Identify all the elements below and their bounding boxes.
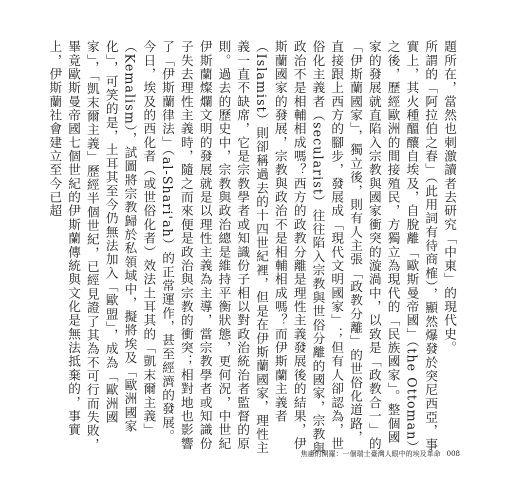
book-title: 焦慮的開羅：一個瑞士臺灣人眼中的埃及革命 — [300, 450, 441, 458]
paragraph: 題所在，當然也刺激讀者去研究「中東」的現代史。 — [442, 40, 457, 355]
running-footer — [240, 449, 460, 459]
paragraph: 所謂的「阿拉伯之春」（此用詞有待商榷），顯然爆發於突尼西亞，事實上，其火種醞釀自埃及，自脫離「歐斯曼帝國」（the Ottoman）之後，歷經歐洲的間接殖民，方獨立為現代的「民族國家」。整個國家的發展就直陷入宗教與國家衝突的漩渦中，以致是「政教合一」的「伊斯蘭國家」，獨立後，則有人主張「政教分離」的世俗化道路，直接跟上西方的腳步，發展成「現代文明國家」；但有人卻認為，世俗化主義者（secularist）往往陷入宗教與世俗分離的國家，宗教與政治不是相輔相成嗎？西方的政教分離是理性主義發展後的結果，伊斯蘭國家的發展，宗教與政治不是相輔相成嗎？而伊斯蘭主義者（Islamist）則卻稱過去的十四世紀裡，但是在伊斯蘭國家，理性主義一直不缺席，它是宗教學者或知識份子相以對政治統治者監督的原則。過去的歷史中，宗教與政治總是維持平衡狀態，更何況，中世紀伊斯蘭燦爛文明的發展就是以理性主義為主導，當宗教學者或知識份子失去理性主義時，隨之而來便是政治與宗教的衝突；相對地也影響了「伊斯蘭律法」（al-Shari'ah）的正常運作，甚至經濟的發展。 — [160, 40, 439, 455]
paragraph: 今日，埃及的西化者（或世俗化者）效法土耳其的「凱末爾主義」（Kemalism），試圖將宗教歸於私領域中，擬將埃及「歐洲國家化」，可笑的是，土耳其至今仍無法加入「歐盟」，成為「歐洲國家」，「凱末爾主義」歷經半個世紀，已經見證了其為不可行而失敗，畢竟歐斯曼帝國七個世紀的伊斯蘭傳統與文化是無法抵棄的，事實上，伊斯蘭社會建立至今已超 — [47, 40, 157, 452]
body-text — [47, 40, 458, 455]
page-number: 008 — [446, 450, 460, 458]
